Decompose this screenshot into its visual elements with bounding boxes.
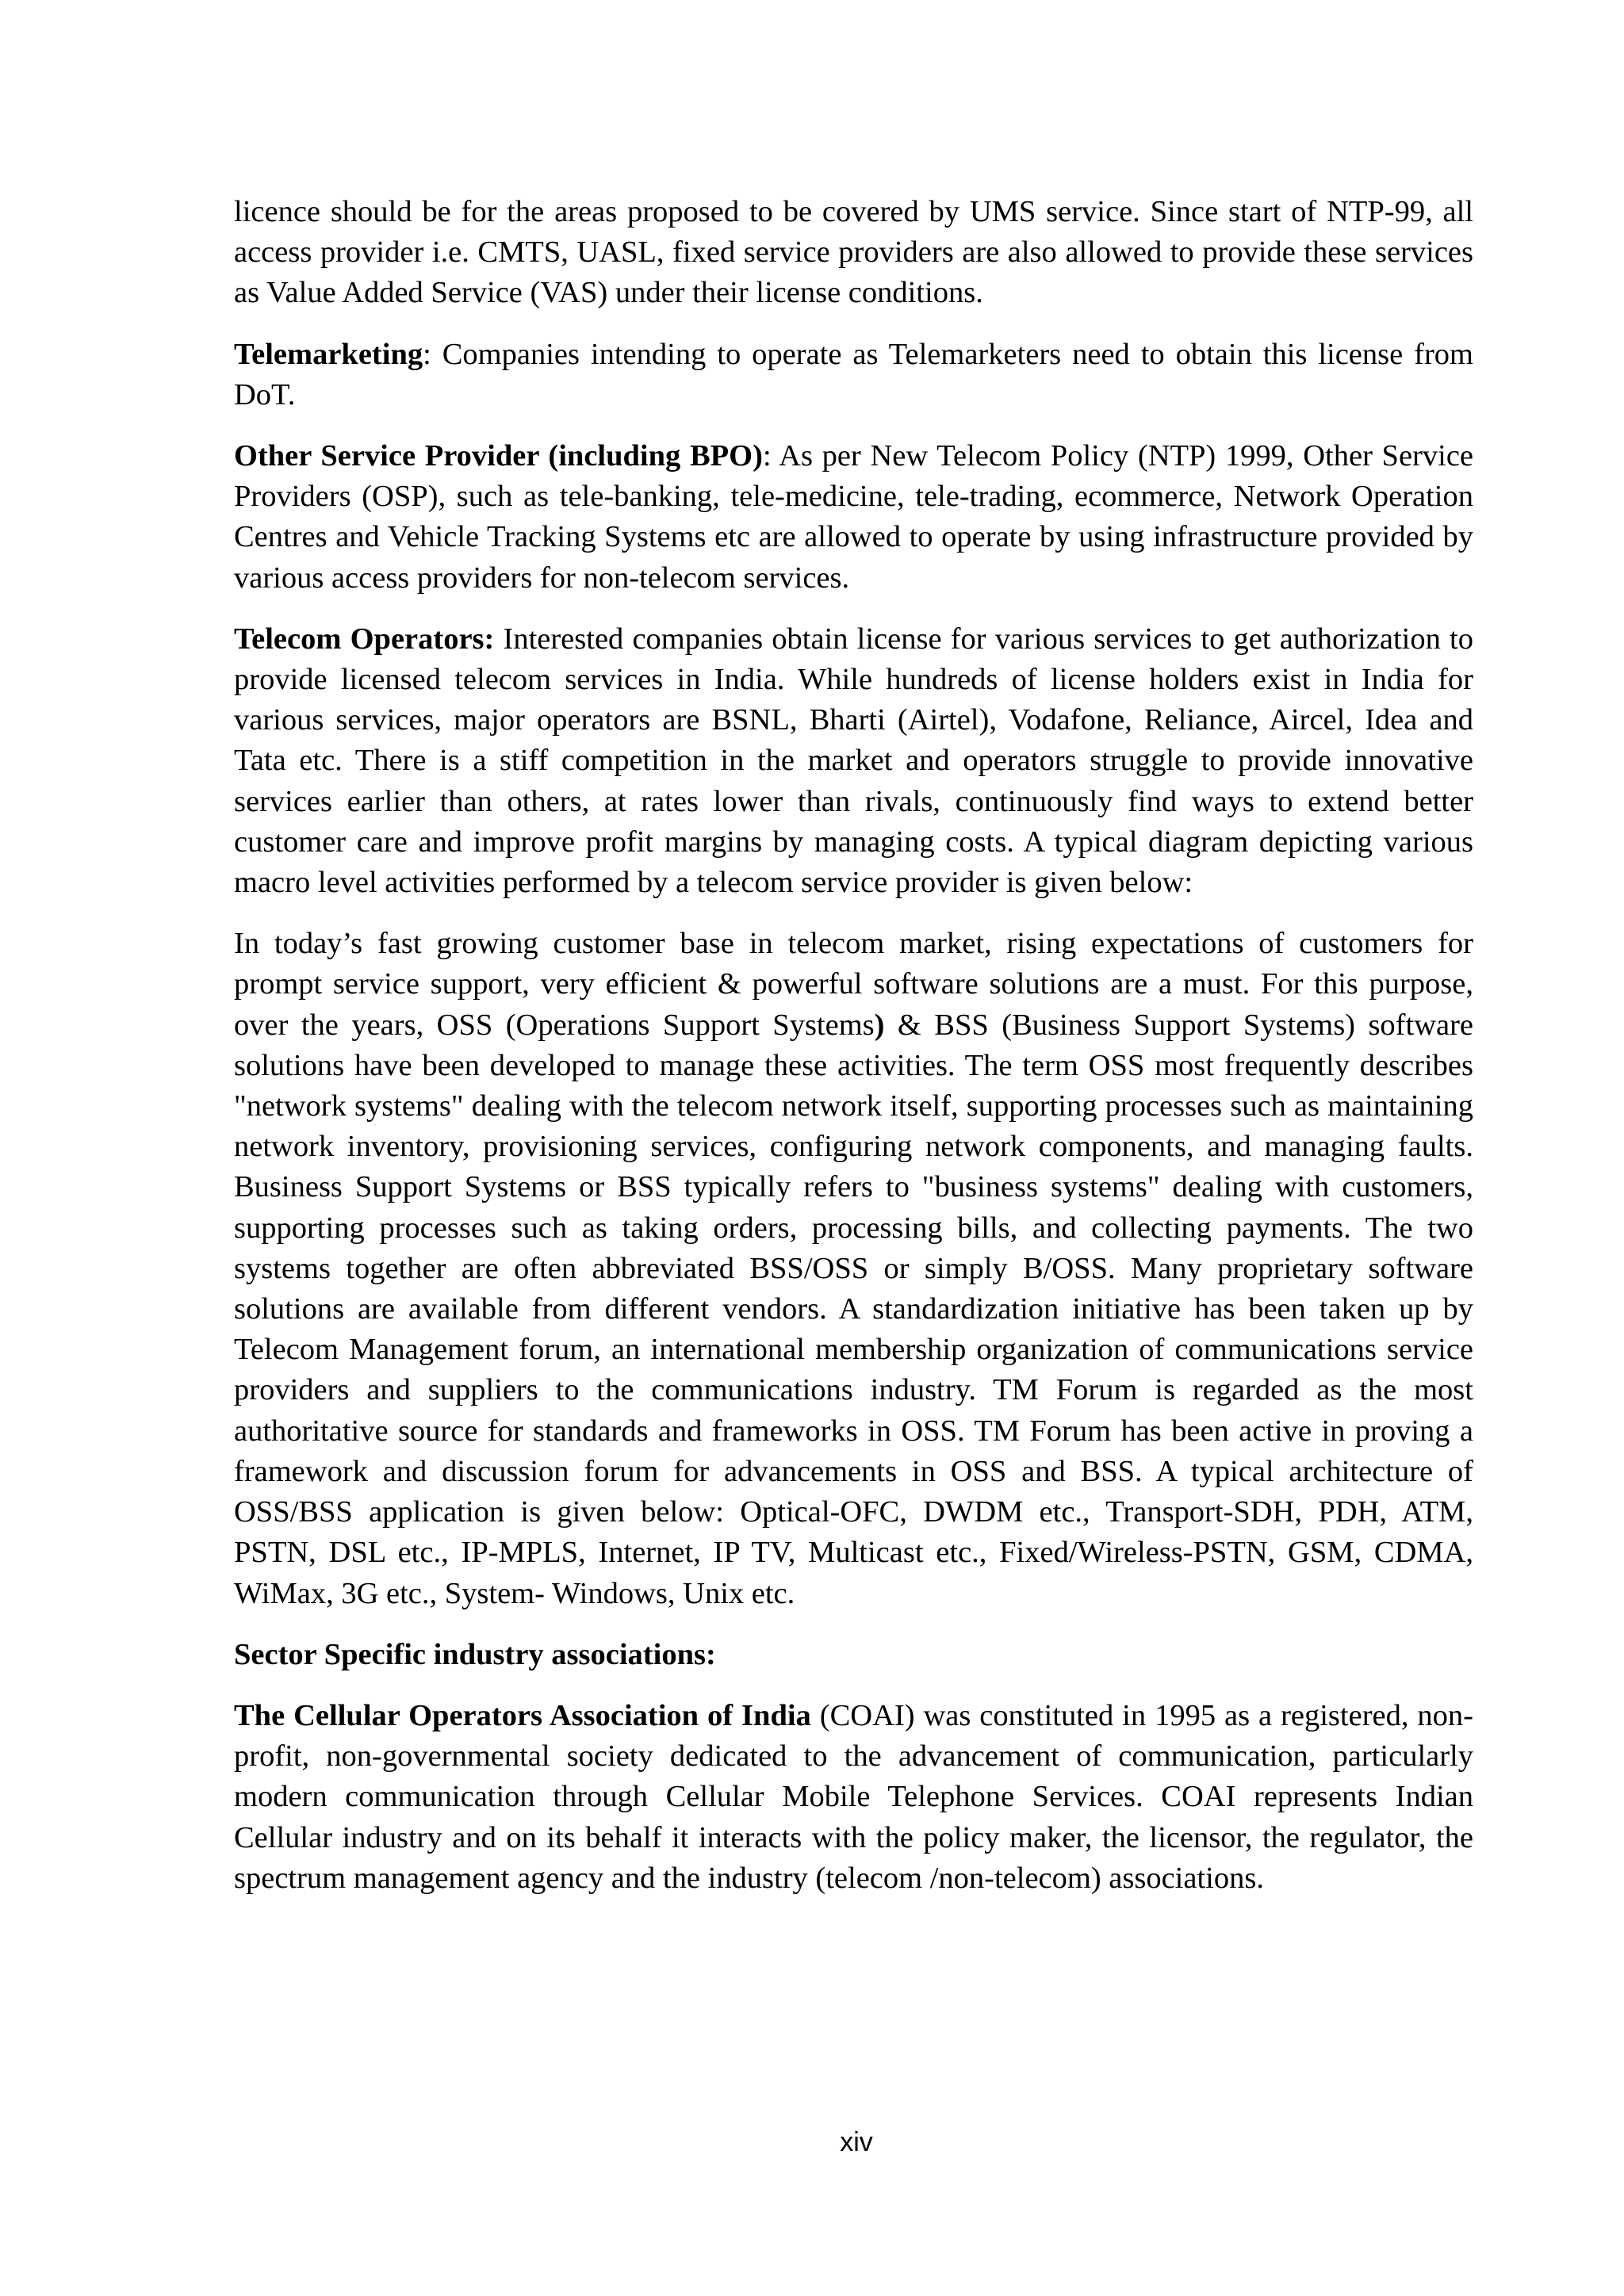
telemarketing-title: Telemarketing: [234, 337, 423, 371]
oss-bss-bold-paren: ): [874, 1008, 885, 1042]
intro-paragraph: licence should be for the areas proposed to be covered by UMS service. Since start of NTP-99, all access provider i.e. CMTS, UASL, fixed service providers are also allowed to provide these services as Value Added Service (VAS) under their license conditions.: [234, 195, 1473, 310]
telecom-operators-body: Interested companies obtain license for various services to get authorization to provide licensed telecom services in India. While hundreds of license holders exist in India for various services, major operators are BSNL, Bharti (Airtel), Vodafone, Reliance, Aircel, Idea and Tata etc. There is a stiff competition in the market and operators struggle to provide innovative services earlier than others, at rates lower than rivals, continuously find ways to extend better customer care and improve profit margins by managing costs. A typical diagram depicting various macro level activities performed by a telecom service provider is given below:: [234, 622, 1473, 900]
osp-title: Other Service Provider (including BPO): [234, 439, 763, 473]
page-number: xiv: [840, 2127, 873, 2157]
oss-bss-part1: In today’s fast growing customer base in telecom market, rising expectations of customers for prompt service support, very efficient & powerful software solutions are a must. For this purpose, over the years, OSS (Operations Support Systems: [234, 927, 1473, 1042]
page-body: [234, 192, 1473, 1919]
section-heading: [234, 1635, 1473, 1675]
telemarketing-body: : Companies intending to operate as Telemarketers need to obtain this license from DoT.: [234, 337, 1473, 411]
oss-bss-part2: & BSS (Business Support Systems) software solutions have been developed to manage these activities. The term OSS most frequently describes "network systems" dealing with the telecom network itself, supporting processes such as maintaining network inventory, provisioning services, configuring network components, and managing faults. Business Support Systems or BSS typically refers to "business systems" dealing with customers, supporting processes such as taking orders, processing bills, and collecting payments. The two systems together are often abbreviated BSS/OSS or simply B/OSS. Many proprietary software solutions are available from different vendors. A standardization initiative has been taken up by Telecom Management forum, an international membership organization of communications service providers and suppliers to the communications industry. TM Forum is regarded as the most authoritative source for standards and frameworks in OSS. TM Forum has been active in proving a framework and discussion forum for advancements in OSS and BSS. A typical architecture of OSS/BSS application is given below: Optical-OFC, DWDM etc., Transport-SDH, PDH, ATM, PSTN, DSL etc., IP-MPLS, Internet, IP TV, Multicast etc., Fixed/Wireless-PSTN, GSM, CDMA, WiMax, 3G etc., System- Windows, Unix etc.: [234, 1008, 1473, 1610]
telecom-operators-paragraph: [234, 619, 1473, 903]
osp-body: : As per New Telecom Policy (NTP) 1999, Other Service Providers (OSP), such as tele-banking, tele-medicine, tele-trading, ecommerce, Network Operation Centres and Vehicle Tracking Systems etc are allowed to operate by using infrastructure provided by various access providers for non-telecom services.: [234, 439, 1474, 595]
coai-title: The Cellular Operators Association of India: [234, 1698, 811, 1732]
coai-paragraph: [234, 1696, 1473, 1899]
telecom-operators-title: Telecom Operators:: [234, 622, 495, 656]
telemarketing-paragraph: [234, 335, 1473, 415]
section-heading-text: Sector Specific industry associations:: [234, 1637, 716, 1671]
osp-paragraph: [234, 436, 1473, 599]
oss-bss-paragraph: [234, 924, 1473, 1613]
coai-body: (COAI) was constituted in 1995 as a registered, non-profit, non-governmental society dedicated to the advancement of communication, particularly modern communication through Cellular Mobile Telephone Services. COAI represents Indian Cellular industry and on its behalf it interacts with the policy maker, the licensor, the regulator, the spectrum management agency and the industry (telecom /non-telecom) associations.: [234, 1698, 1473, 1895]
